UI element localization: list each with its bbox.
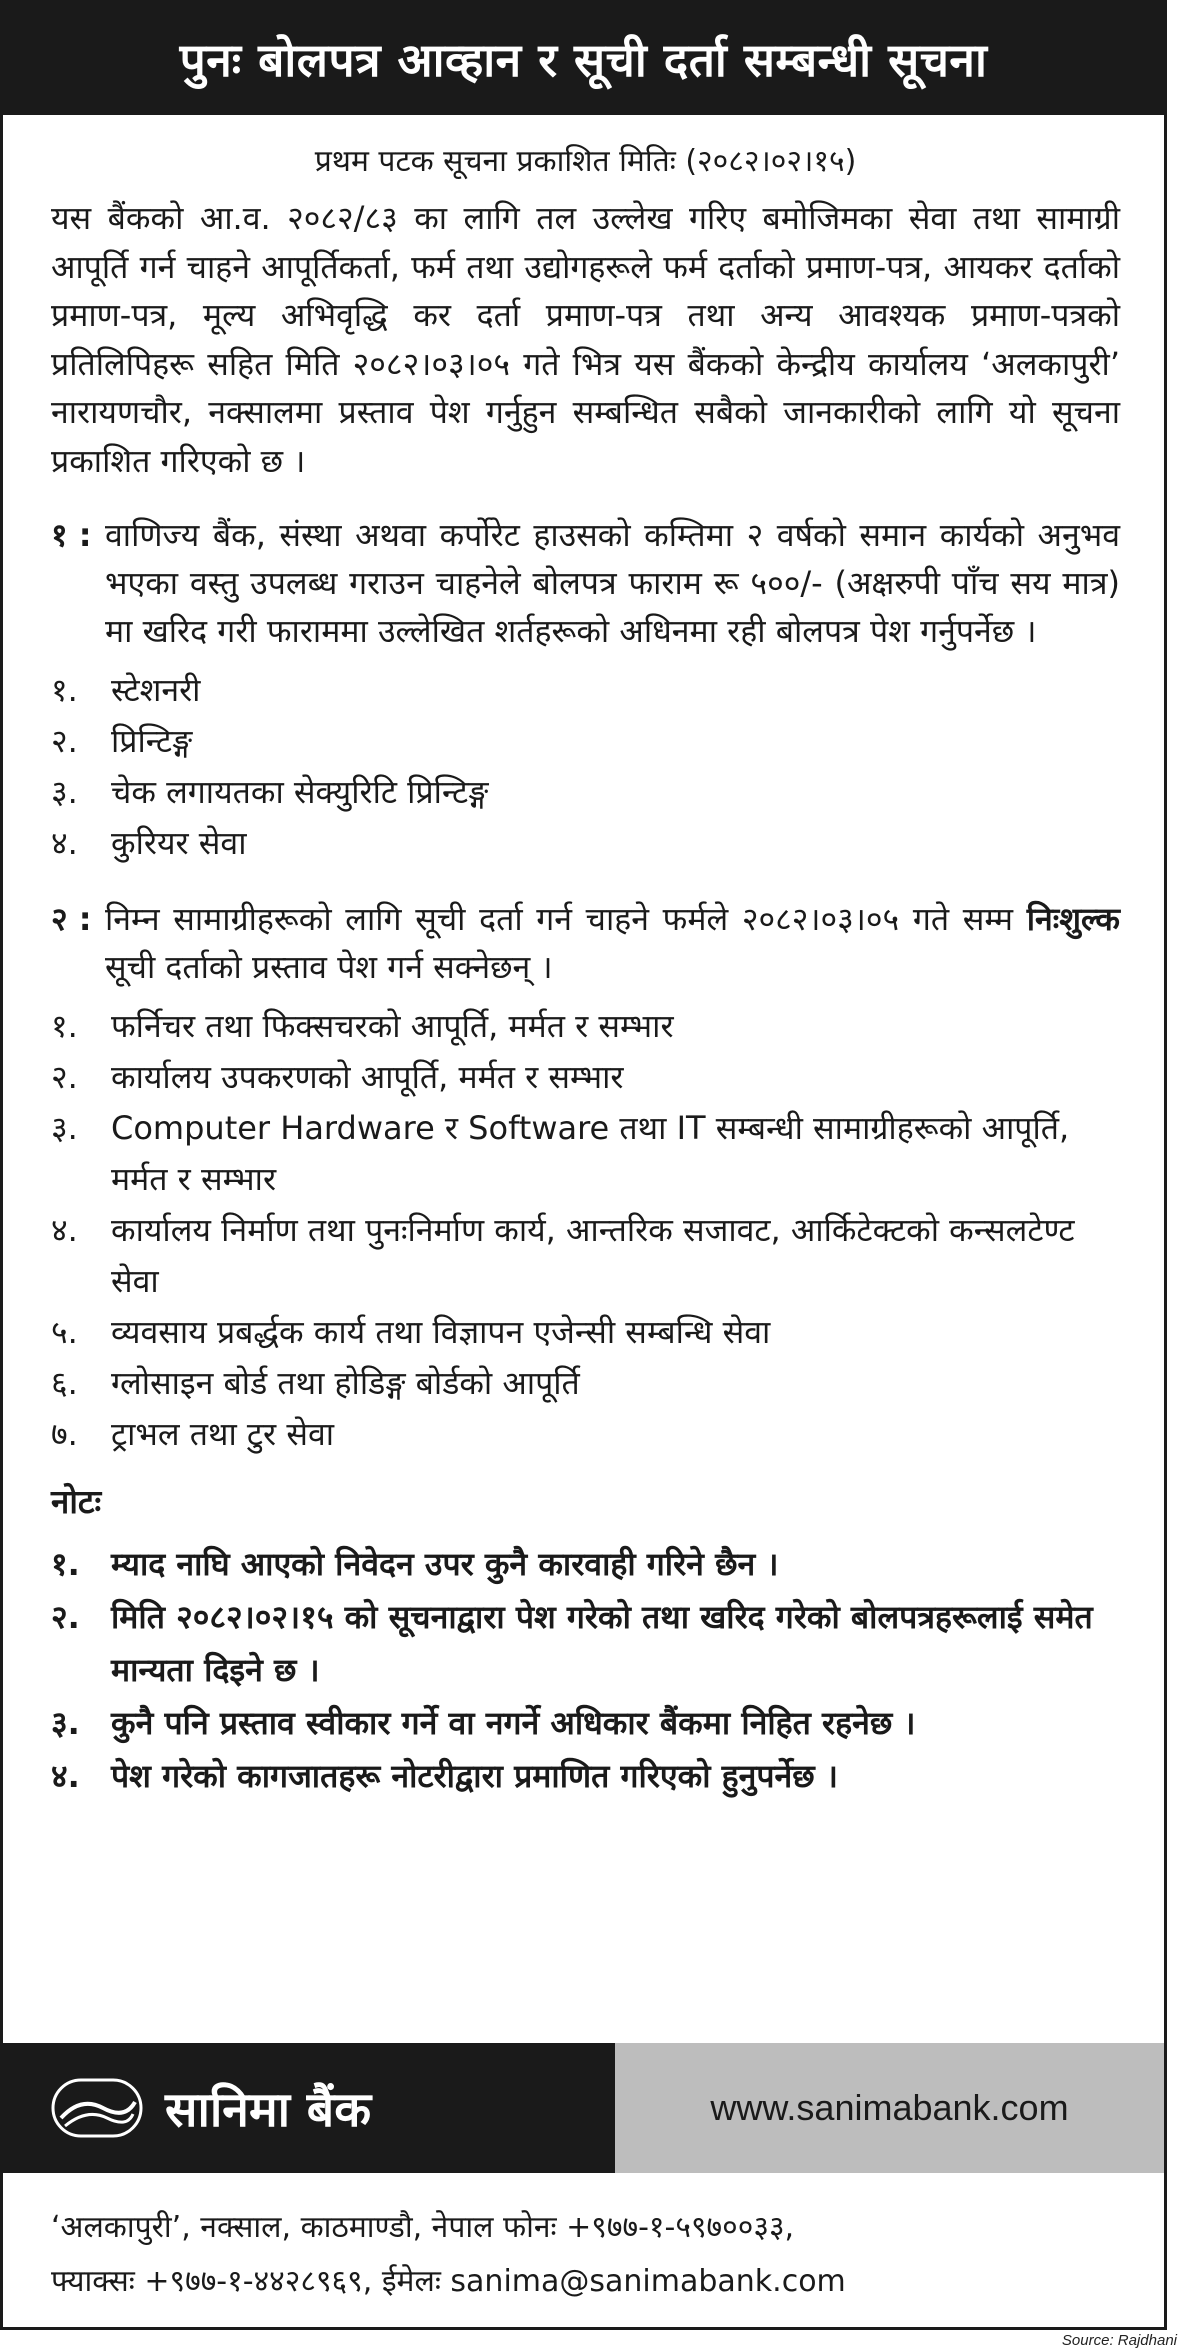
list-item (51, 1103, 1120, 1205)
list-item (51, 665, 1120, 716)
title-bar (3, 3, 1164, 115)
list-item-text: स्टेशनरी (111, 671, 201, 709)
address-line-1: ‘अलकापुरी’, नक्साल, काठमाण्डौ, नेपाल फोनः +९७७-१-५९७००३३, (51, 2210, 795, 2245)
list-item (51, 716, 1120, 767)
section-1-text: वाणिज्य बैंक, संस्था अथवा कर्पोरेट हाउसको कम्तिमा २ वर्षको समान कार्यको अनुभव भएका वस्तु उपलब्ध गराउन चाहनेले बोलपत्र फाराम रू ५००/- (अक्षरुपी पाँच सय मात्र) मा खरिद गरी फाराममा उल्लेखित शर्तहरूको अधिनमा रही बोलपत्र पेश गर्नुपर्नेछ । (105, 516, 1120, 650)
list-item-number: ४. (51, 1211, 78, 1249)
list-item-number: ३. (51, 773, 78, 811)
list-item (51, 1591, 1120, 1697)
list-item (51, 1001, 1120, 1052)
list-item-text: चेक लगायतका सेक्युरिटि प्रिन्टिङ्ग (111, 773, 489, 811)
note-title: नोटः (51, 1482, 102, 1521)
list-item-text: कार्यालय उपकरणको आपूर्ति, मर्मत र सम्भार (111, 1058, 624, 1096)
list-item (51, 767, 1120, 818)
list-item-number: ७. (51, 1415, 78, 1453)
section-2-list (51, 1001, 1120, 1460)
section-1-number: १ : (51, 516, 92, 554)
source-credit: Source: Rajdhani (1061, 2332, 1177, 2349)
list-item-number: ३. (51, 1704, 80, 1742)
list-item-number: २. (51, 1058, 78, 1096)
list-item (51, 1697, 1120, 1750)
contact-address (51, 2201, 1131, 2309)
list-item-number: ४. (51, 824, 78, 862)
list-item-text: मिति २०८२।०२।१५ को सूचनाद्वारा पेश गरेको तथा खरिद गरेको बोलपत्रहरूलाई समेत मान्यता दिइने छ । (111, 1598, 1093, 1689)
section-2-number: २ : (51, 900, 92, 938)
section-1-list (51, 665, 1120, 869)
list-item-number: १. (51, 671, 78, 709)
list-item-number: २. (51, 722, 78, 760)
list-item-text: ट्राभल तथा टुर सेवा (111, 1415, 335, 1453)
list-item (51, 1409, 1120, 1460)
first-publication-date: प्रथम पटक सूचना प्रकाशित मितिः (२०८२।०२।१५) (314, 144, 857, 179)
section-2-text (105, 895, 1120, 991)
list-item-number: १. (51, 1007, 78, 1045)
list-item-number: २. (51, 1598, 80, 1636)
notice-title: पुनः बोलपत्र आव्हान र सूची दर्ता सम्बन्धी सूचना (179, 33, 988, 87)
address-line-2: फ्याक्सः +९७७-१-४४२८९६९, ईमेलः sanima@sanimabank.com (51, 2264, 846, 2299)
list-item-text: कार्यालय निर्माण तथा पुनःनिर्माण कार्य, आन्तरिक सजावट, आर्किटेक्टको कन्सलटेण्ट सेवा (111, 1211, 1075, 1300)
list-item-number: ४. (51, 1757, 80, 1795)
list-item (51, 1052, 1120, 1103)
section-2 (51, 895, 1120, 991)
notice-body (3, 139, 1164, 1803)
list-item-text: प्रिन्टिङ्ग (111, 722, 193, 760)
list-item-text: म्याद नाघि आएको निवेदन उपर कुनै कारवाही गरिने छैन । (111, 1545, 779, 1583)
list-item-number: ५. (51, 1313, 78, 1351)
section-2-text-bold: निःशुल्क (1026, 900, 1120, 938)
list-item-number: १. (51, 1545, 80, 1583)
list-item (51, 818, 1120, 869)
bank-name: सानिमा बैंक (165, 2081, 372, 2138)
list-item-text: Computer Hardware र Software तथा IT सम्बन्धी सामाग्रीहरूको आपूर्ति, मर्मत र सम्भार (111, 1109, 1070, 1198)
bank-logo-icon (51, 2078, 143, 2138)
list-item-number: ६. (51, 1364, 78, 1402)
intro-paragraph: यस बैंकको आ.व. २०८२/८३ का लागि तल उल्लेख गरिए बमोजिमका सेवा तथा सामाग्री आपूर्ति गर्न चाहने आपूर्तिकर्ता, फर्म तथा उद्योगहरूले फर्म दर्ताको प्रमाण-पत्र, आयकर दर्ताको प्रमाण-पत्र, मूल्य अभिवृद्धि कर दर्ता प्रमाण-पत्र तथा अन्य आवश्यक प्रमाण-पत्रको प्रतिलिपिहरू सहित मिति २०८२।०३।०५ गते भित्र यस बैंकको केन्द्रीय कार्यालय ‘अलकापुरी’ नारायणचौर, नक्सालमा प्रस्ताव पेश गर्नुहुन सम्बन्धित सबैको जानकारीको लागि यो सूचना प्रकाशित गरिएको छ । (51, 199, 1120, 480)
note-list (51, 1538, 1120, 1803)
list-item-text: कुनै पनि प्रस्ताव स्वीकार गर्ने वा नगर्ने अधिकार बैंकमा निहित रहनेछ । (111, 1704, 916, 1742)
list-item-text: व्यवसाय प्रबर्द्धक कार्य तथा विज्ञापन एजेन्सी सम्बन्धि सेवा (111, 1313, 771, 1351)
website-link[interactable]: www.sanimabank.com (615, 2043, 1164, 2173)
section-2-text-after: सूची दर्ताको प्रस्ताव पेश गर्न सक्नेछन् । (105, 948, 553, 986)
list-item (51, 1205, 1120, 1307)
footer-band (3, 2043, 1164, 2173)
list-item-text: कुरियर सेवा (111, 824, 247, 862)
list-item-text: पेश गरेको कागजातहरू नोटरीद्वारा प्रमाणित गरिएको हुनुपर्नेछ । (111, 1757, 839, 1795)
list-item (51, 1358, 1120, 1409)
section-1 (51, 511, 1120, 655)
list-item-text: ग्लोसाइन बोर्ड तथा होडिङ्ग बोर्डको आपूर्ति (111, 1364, 580, 1402)
list-item (51, 1750, 1120, 1803)
list-item-number: ३. (51, 1109, 78, 1147)
section-2-text-before: निम्न सामाग्रीहरूको लागि सूची दर्ता गर्न चाहने फर्मले २०८२।०३।०५ गते सम्म (105, 900, 1027, 938)
list-item (51, 1538, 1120, 1591)
bank-logo-block (3, 2043, 615, 2173)
list-item (51, 1307, 1120, 1358)
list-item-text: फर्निचर तथा फिक्सचरको आपूर्ति, मर्मत र सम्भार (111, 1007, 674, 1045)
